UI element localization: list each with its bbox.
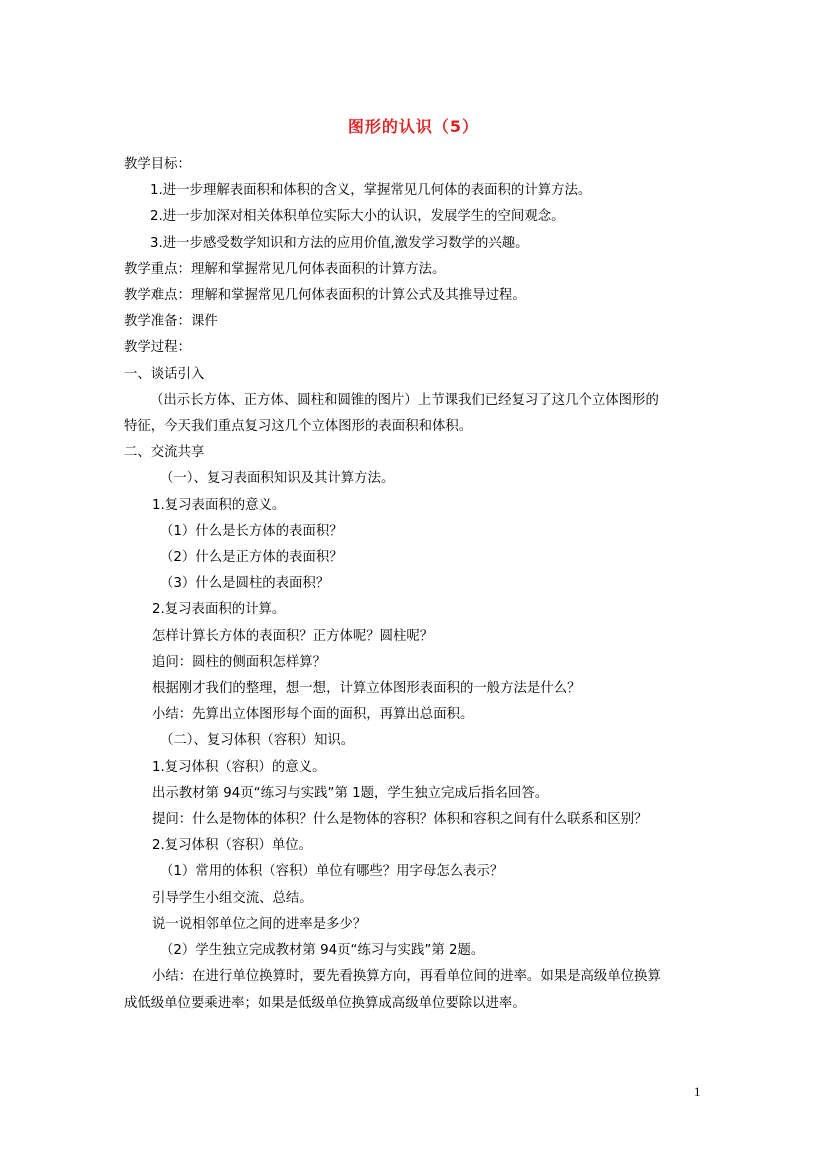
paragraph-line: 2.复习表面积的计算。 [152, 602, 286, 618]
document-title: 图形的认识（5） [347, 117, 480, 136]
paragraph-line: 教学重点：理解和掌握常见几何体表面积的计算方法。 [124, 261, 446, 277]
paragraph-line: （出示长方体、正方体、圆柱和圆锥的图片）上节课我们已经复习了这几个立体图形的 [150, 392, 659, 408]
paragraph-line: 小结：在进行单位换算时，要先看换算方向，再看单位间的进率。如果是高级单位换算 [152, 969, 661, 985]
paragraph-line: 特征，今天我们重点复习这几个立体图形的表面积和体积。 [124, 419, 473, 435]
paragraph-line: 引导学生小组交流、总结。 [152, 890, 313, 906]
paragraph-line: 1.复习表面积的意义。 [152, 497, 286, 513]
paragraph-line: 成低级单位要乘进率；如果是低级单位换算成高级单位要除以进率。 [124, 995, 526, 1011]
paragraph-line: （1）什么是长方体的表面积？ [160, 523, 343, 539]
paragraph-line: 1.进一步理解表面积和体积的含义，掌握常见几何体的表面积的计算方法。 [150, 183, 592, 199]
paragraph-line: 3.进一步感受数学知识和方法的应用价值,激发学习数学的兴趣。 [150, 235, 529, 251]
paragraph-line: 2.进一步加深对相关体积单位实际大小的认识，发展学生的空间观念。 [150, 209, 565, 225]
paragraph-line: 追问：圆柱的侧面积怎样算？ [152, 654, 327, 670]
paragraph-line: （2）学生独立完成教材第 94页“练习与实践”第 2题。 [160, 943, 485, 959]
paragraph-line: 小结：先算出立体图形每个面的面积，再算出总面积。 [152, 707, 474, 723]
paragraph-line: 说一说相邻单位之间的进率是多少？ [152, 916, 367, 932]
page-number: 1 [694, 1084, 701, 1099]
document-body [124, 152, 714, 1017]
paragraph-line: （一）、复习表面积知识及其计算方法。 [160, 471, 395, 487]
paragraph-line: 2.复习体积（容积）单位。 [152, 838, 313, 854]
paragraph-line: （2）什么是正方体的表面积？ [160, 550, 343, 566]
paragraph-line: 怎样计算长方体的表面积？正方体呢？圆柱呢？ [152, 628, 434, 644]
paragraph-line: 教学准备：课件 [124, 314, 218, 330]
paragraph-line: 1.复习体积（容积）的意义。 [152, 759, 326, 775]
paragraph-line: 一、谈话引入 [124, 366, 205, 382]
paragraph-line: 教学过程： [124, 340, 191, 356]
paragraph-line: （3）什么是圆柱的表面积？ [160, 576, 330, 592]
paragraph-line: 提问：什么是物体的体积？什么是物体的容积？体积和容积之间有什么联系和区别？ [152, 812, 648, 828]
paragraph-line: （二）、复习体积（容积）知识。 [160, 733, 355, 749]
paragraph-line: 根据刚才我们的整理，想一想，计算立体图形表面积的一般方法是什么？ [152, 681, 581, 697]
paragraph-line: （1）常用的体积（容积）单位有哪些？用字母怎么表示？ [160, 864, 504, 880]
paragraph-line: 出示教材第 94页“练习与实践”第 1题，学生独立完成后指名回答。 [152, 785, 549, 801]
paragraph-line: 教学难点：理解和掌握常见几何体表面积的计算公式及其推导过程。 [124, 288, 526, 304]
paragraph-line: 教学目标： [124, 157, 191, 172]
paragraph-line: 二、交流共享 [124, 445, 205, 461]
